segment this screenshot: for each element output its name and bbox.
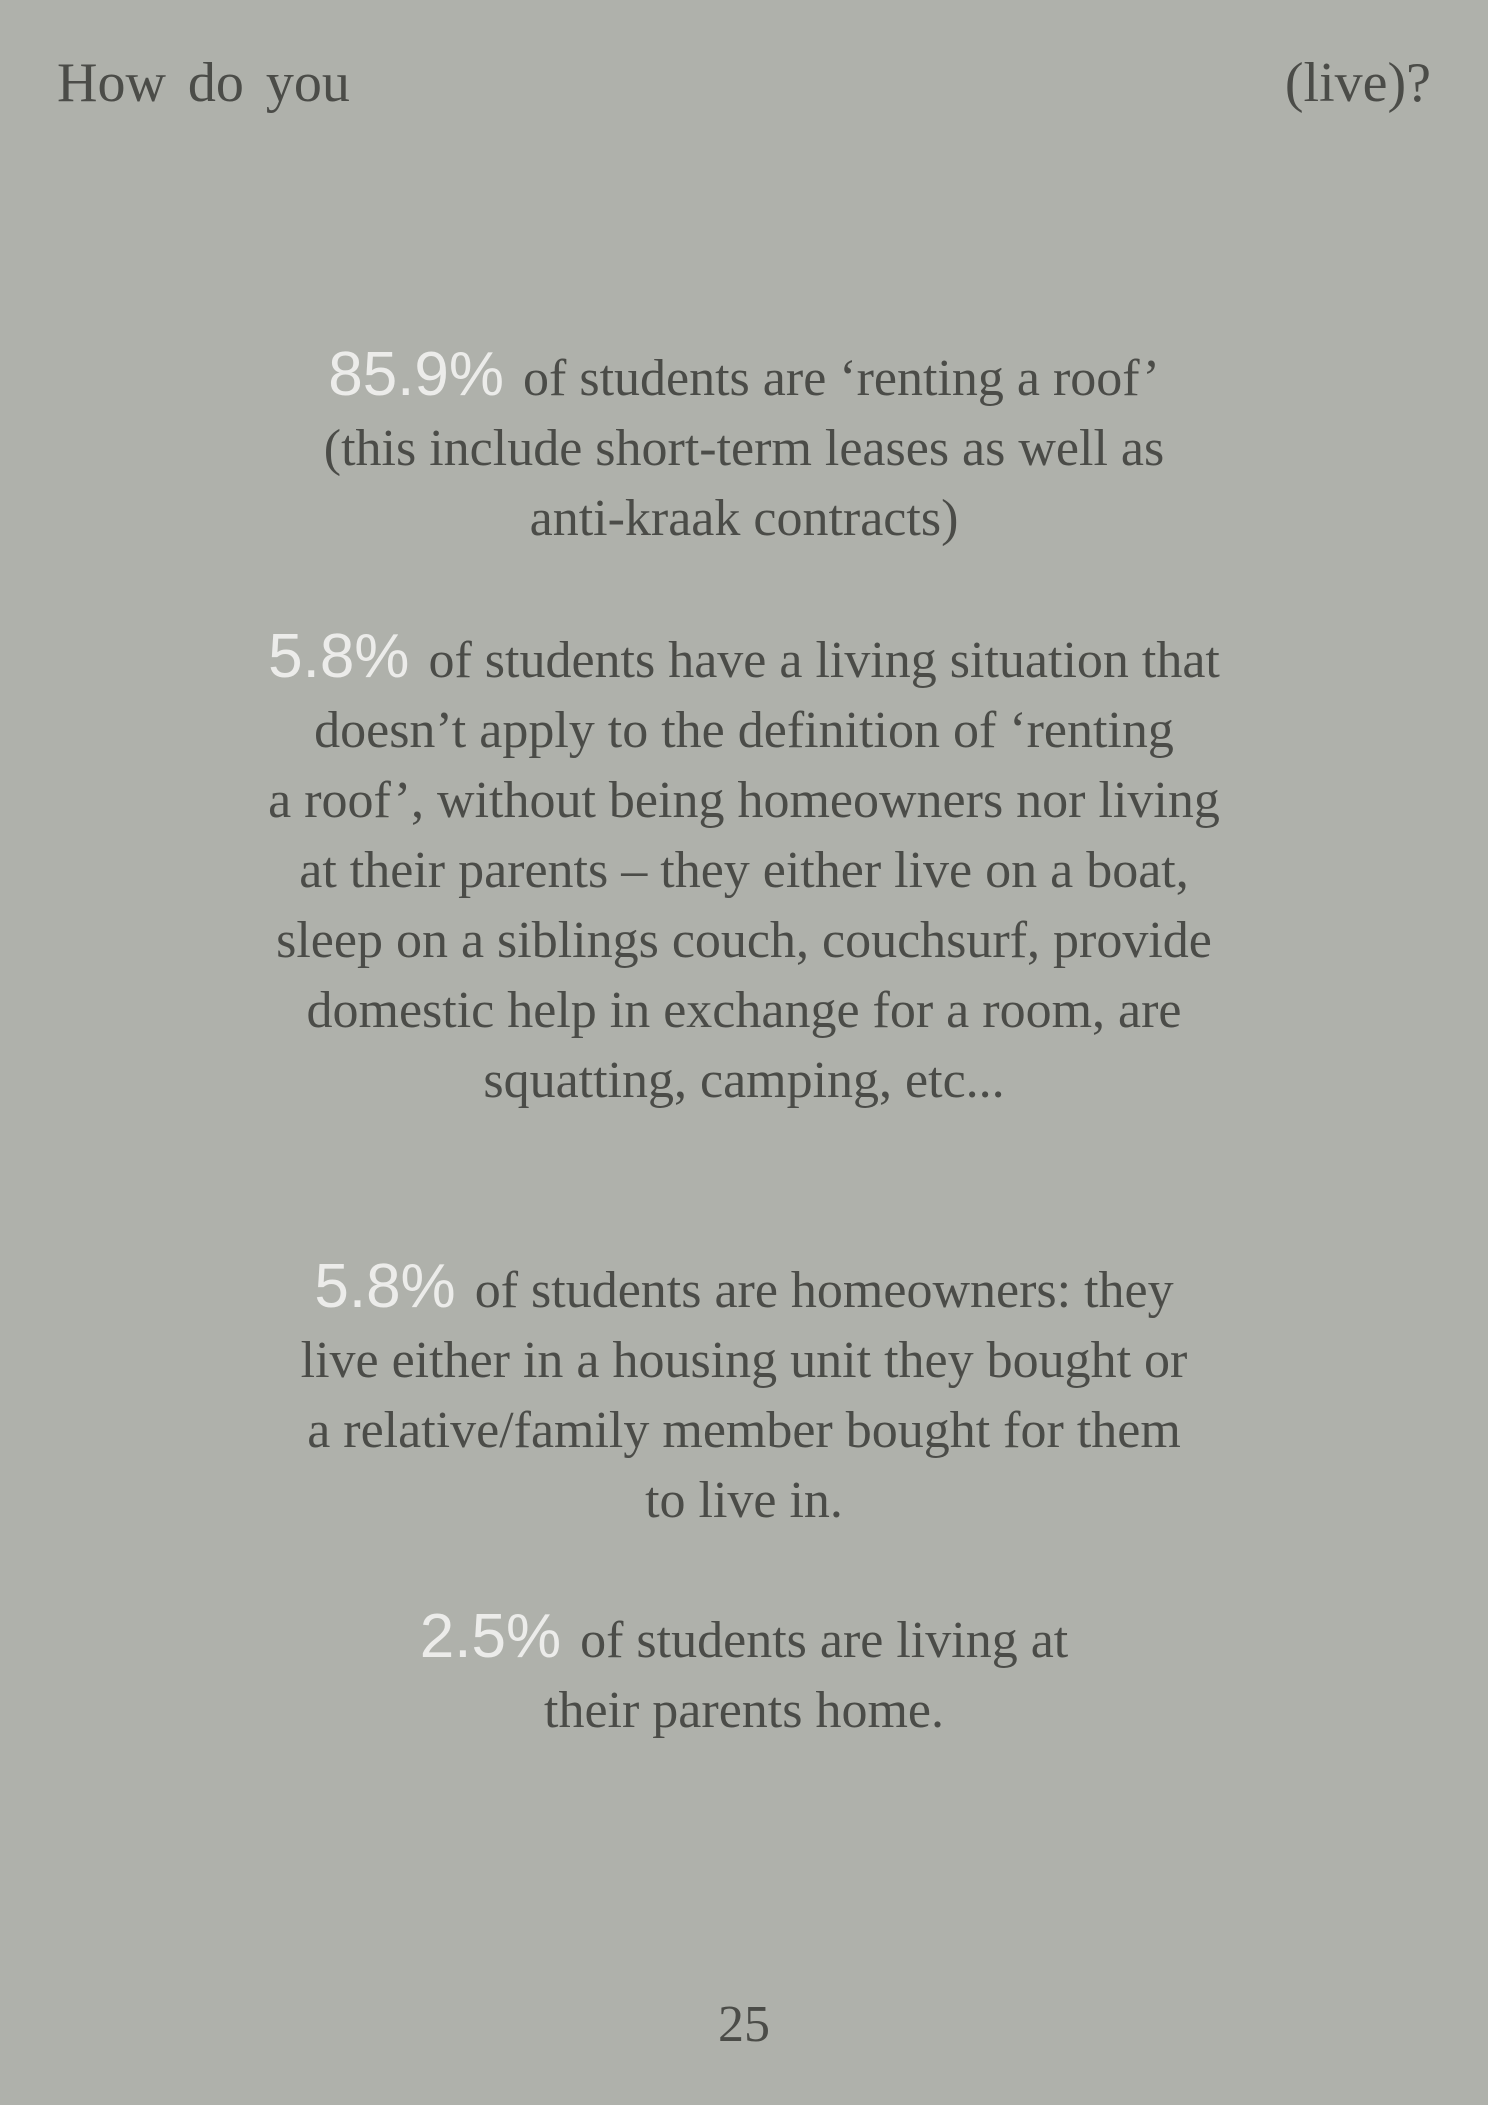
stat-line	[0, 1602, 1488, 1676]
stat-percent: 2.5%	[419, 1602, 562, 1671]
stat-homeowners	[0, 1252, 1488, 1536]
stat-text: a relative/family member bought for them	[307, 1402, 1181, 1459]
stat-line	[0, 1252, 1488, 1326]
stat-line	[0, 622, 1488, 696]
stat-text: domestic help in exchange for a room, are	[306, 982, 1182, 1039]
stat-percent: 5.8%	[268, 622, 410, 691]
stat-line	[0, 340, 1488, 414]
stat-text: of students are living at	[580, 1612, 1069, 1669]
page-header	[57, 48, 1431, 118]
stat-other-situation	[0, 622, 1488, 1116]
stat-text: a roof’, without being homeowners nor living	[268, 772, 1220, 829]
stat-text: sleep on a siblings couch, couchsurf, provide	[276, 912, 1212, 969]
page-number: 25	[718, 1996, 770, 2053]
stat-text: anti-kraak contracts)	[529, 490, 959, 547]
stat-text: at their parents – they either live on a boat,	[299, 842, 1189, 899]
stat-renting	[0, 340, 1488, 554]
stat-percent: 5.8%	[314, 1252, 456, 1321]
stat-text: live either in a housing unit they bought or	[300, 1332, 1188, 1389]
stat-parents-home	[0, 1602, 1488, 1746]
stat-text: of students are ‘renting a roof’	[523, 350, 1160, 407]
header-title-live: (live)?	[1284, 52, 1431, 114]
stat-percent: 85.9%	[328, 340, 505, 409]
stat-text: doesn’t apply to the definition of ‘renting	[314, 702, 1174, 759]
stat-text: their parents home.	[544, 1682, 944, 1739]
header-title: How do you	[57, 52, 350, 114]
stat-text: squatting, camping, etc...	[483, 1052, 1005, 1109]
stat-text: to live in.	[645, 1472, 843, 1529]
stat-text: (this include short-term leases as well as	[323, 420, 1165, 477]
stat-text: of students are homeowners: they	[474, 1262, 1174, 1319]
stat-text: of students have a living situation that	[428, 632, 1220, 689]
